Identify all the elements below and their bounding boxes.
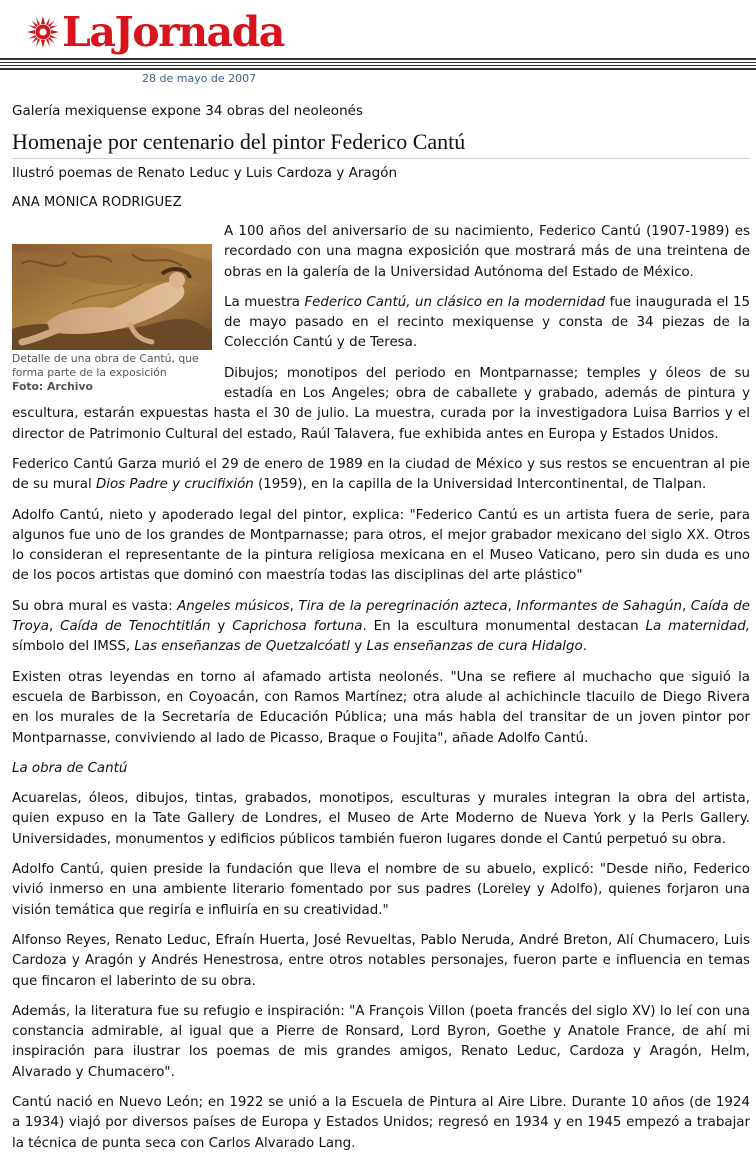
- italic-text: Caída de Troya: [12, 598, 750, 635]
- figure-credit: Foto: Archivo: [12, 380, 93, 393]
- italic-text: La maternidad,: [645, 619, 750, 635]
- sun-logo-icon: [26, 15, 60, 49]
- article-paragraph: [12, 668, 750, 749]
- text-run: Existen otras leyendas en torno al afamado artista neolonés. "Una se refiere al muchacho que siguió la escuela de Barbisson, en Coyoacán, con Ramos Martínez; otra alude al achichincle tlacuilo de Diego Rivera en los murales de la Secretaría de Educación Pública; una más habla del transitar de un joven pintor por Montparnasse, conviviendo al lado de Picasso, Braque o Foujita", añade Adolfo Cantú.: [12, 669, 750, 746]
- text-run: Dibujos; monotipos del periodo en Montparnasse; temples y óleos de su estadía en Los Angeles; obra de caballete y grabado, además de pintura y escultura, estarán expuestas hasta el 30 de julio. La muestra, curada por la investigadora Luisa Barrios y el director de Patrimonio Cultural del estado, Raúl Talavera, fue exhibida antes en Europa y Estados Unidos.: [12, 365, 750, 442]
- figure-caption: Detalle de una obra de Cantú, que forma parte de la exposición: [12, 352, 199, 379]
- article-subhead: Ilustró poemas de Renato Leduc y Luis Cardoza y Aragón: [12, 165, 398, 181]
- text-run: ,: [48, 619, 61, 635]
- italic-text: Informantes de Sahagún: [516, 598, 683, 614]
- logo-wordmark: LaJornada: [62, 8, 284, 56]
- article-paragraph: [12, 506, 750, 587]
- text-run: Cantú nació en Nuevo León; en 1922 se unió a la Escuela de Pintura al Aire Libre. Durante 10 años (de 1924 a 1934) viajó por diversos países de Europa y Estados Unidos; regresó en 1934 y en 1945 empezó a trabajar la técnica de punta seca con Carlos Alvarado Lang.: [12, 1094, 750, 1151]
- text-run: símbolo del IMSS,: [12, 639, 135, 655]
- article-paragraph: [12, 455, 750, 496]
- article-paragraph: [12, 789, 750, 850]
- text-run: Su obra mural es vasta:: [12, 598, 178, 614]
- text-run: .: [582, 639, 587, 655]
- text-run: y: [210, 619, 233, 635]
- article-figure: [12, 244, 214, 394]
- text-run: ,: [289, 598, 299, 614]
- masthead: [0, 0, 756, 70]
- article-paragraph: [12, 931, 750, 992]
- text-run: Adolfo Cantú, nieto y apoderado legal del pintor, explica: "Federico Cantú es un artista fuera de serie, para algunos fue uno de los grandes de Montparnasse; para otros, el mejor grabador mexicano del siglo XX. Otros lo consideran el representante de la pintura religiosa mexicana en el Museo Vaticano, pero sin duda es uno de los pocos artistas que dominó con maestría todas las disciplinas del arte plástico": [12, 507, 750, 584]
- publication-date: 28 de mayo de 2007: [142, 72, 257, 85]
- article-paragraph: [12, 597, 750, 658]
- text-run: fue inaugurada el 15 de mayo pasado en el recinto mexiquense y consta de 34 piezas de la Colección Cantú y de Teresa.: [224, 294, 751, 351]
- article-body: [12, 222, 750, 1164]
- text-run: Además, la literatura fue su refugio e inspiración: "A François Villon (poeta francés del siglo XV) lo leí con una constancia admirable, al igual que a Pierre de Ronsard, Lord Byron, Goethe y Anatole France, de ahí mi inspiración para ilustrar los poemas de mis grandes amigos, Renato Leduc, Cardoza y Aragón, Helm, Alvarado y Chumacero".: [12, 1003, 750, 1080]
- text-run: ,: [507, 598, 517, 614]
- italic-text: Dios Padre y crucifixión: [95, 477, 254, 493]
- italic-text: Federico Cantú, un clásico en la modernidad: [304, 294, 606, 310]
- text-run: . En la escultura monumental destacan: [362, 619, 646, 635]
- text-run: Acuarelas, óleos, dibujos, tintas, grabados, monotipos, esculturas y murales integran la obra del artista, quien expuso en la Tate Gallery de Londres, el Museo de Arte Moderno de Nueva York y la Perls Gallery. Universidades, monumentos y edificios públicos también fueron lugares donde el Cantú perpetuó su obra.: [12, 791, 750, 847]
- italic-text: La obra de Cantú: [12, 760, 128, 776]
- italic-text: Angeles músicos: [177, 598, 290, 614]
- text-run: Federico Cantú Garza murió el 29 de enero de 1989 en la ciudad de México y sus restos se encuentran al pie de su mural: [12, 456, 750, 493]
- article-paragraph: [12, 860, 750, 921]
- italic-text: Las enseñanzas de Quetzalcóatl: [134, 639, 351, 655]
- text-run: ,: [682, 598, 691, 614]
- italic-text: Caprichosa fortuna: [232, 619, 363, 635]
- article-byline: ANA MONICA RODRIGUEZ: [12, 195, 182, 210]
- text-run: y: [350, 639, 367, 655]
- text-run: A 100 años del aniversario de su nacimiento, Federico Cantú (1907-1989) es recordado con una magna exposición que mostrará más de una treintena de obras en la galería de la Universidad Autónoma del Estado de México.: [224, 224, 750, 280]
- italic-text: Caída de Tenochtitlán: [60, 619, 211, 635]
- italic-text: Tira de la peregrinación azteca: [298, 598, 508, 614]
- article-paragraph: [12, 759, 750, 779]
- text-run: La muestra: [224, 294, 305, 310]
- text-run: Alfonso Reyes, Renato Leduc, Efraín Huerta, José Revueltas, Pablo Neruda, André Breton, Alí Chumacero, Luis Cardoza y Aragón y Andrés Henestrosa, entre otros notables personajes, fueron parte e influencia en temas que fincaron el laberinto de su obra.: [12, 932, 750, 989]
- italic-text: Las enseñanzas de cura Hidalgo: [366, 639, 583, 655]
- article-headline: Homenaje por centenario del pintor Federico Cantú: [12, 129, 750, 159]
- article-paragraph: [12, 1002, 750, 1083]
- article-kicker: Galería mexiquense expone 34 obras del neoleonés: [12, 103, 363, 119]
- masthead-rule: [0, 58, 756, 70]
- site-logo[interactable]: [26, 8, 284, 56]
- text-run: Adolfo Cantú, quien preside la fundación que lleva el nombre de su abuelo, explicó: "Desde niño, Federico vivió inmerso en una ambiente literario fomentado por sus padres (Loreley y Adolfo), quienes forjaron una visión temática que regiría e influiría en su creatividad.": [12, 862, 750, 918]
- text-run: (1959), en la capilla de la Universidad Intercontinental, de Tlalpan.: [253, 477, 707, 493]
- painting-image[interactable]: [12, 244, 212, 350]
